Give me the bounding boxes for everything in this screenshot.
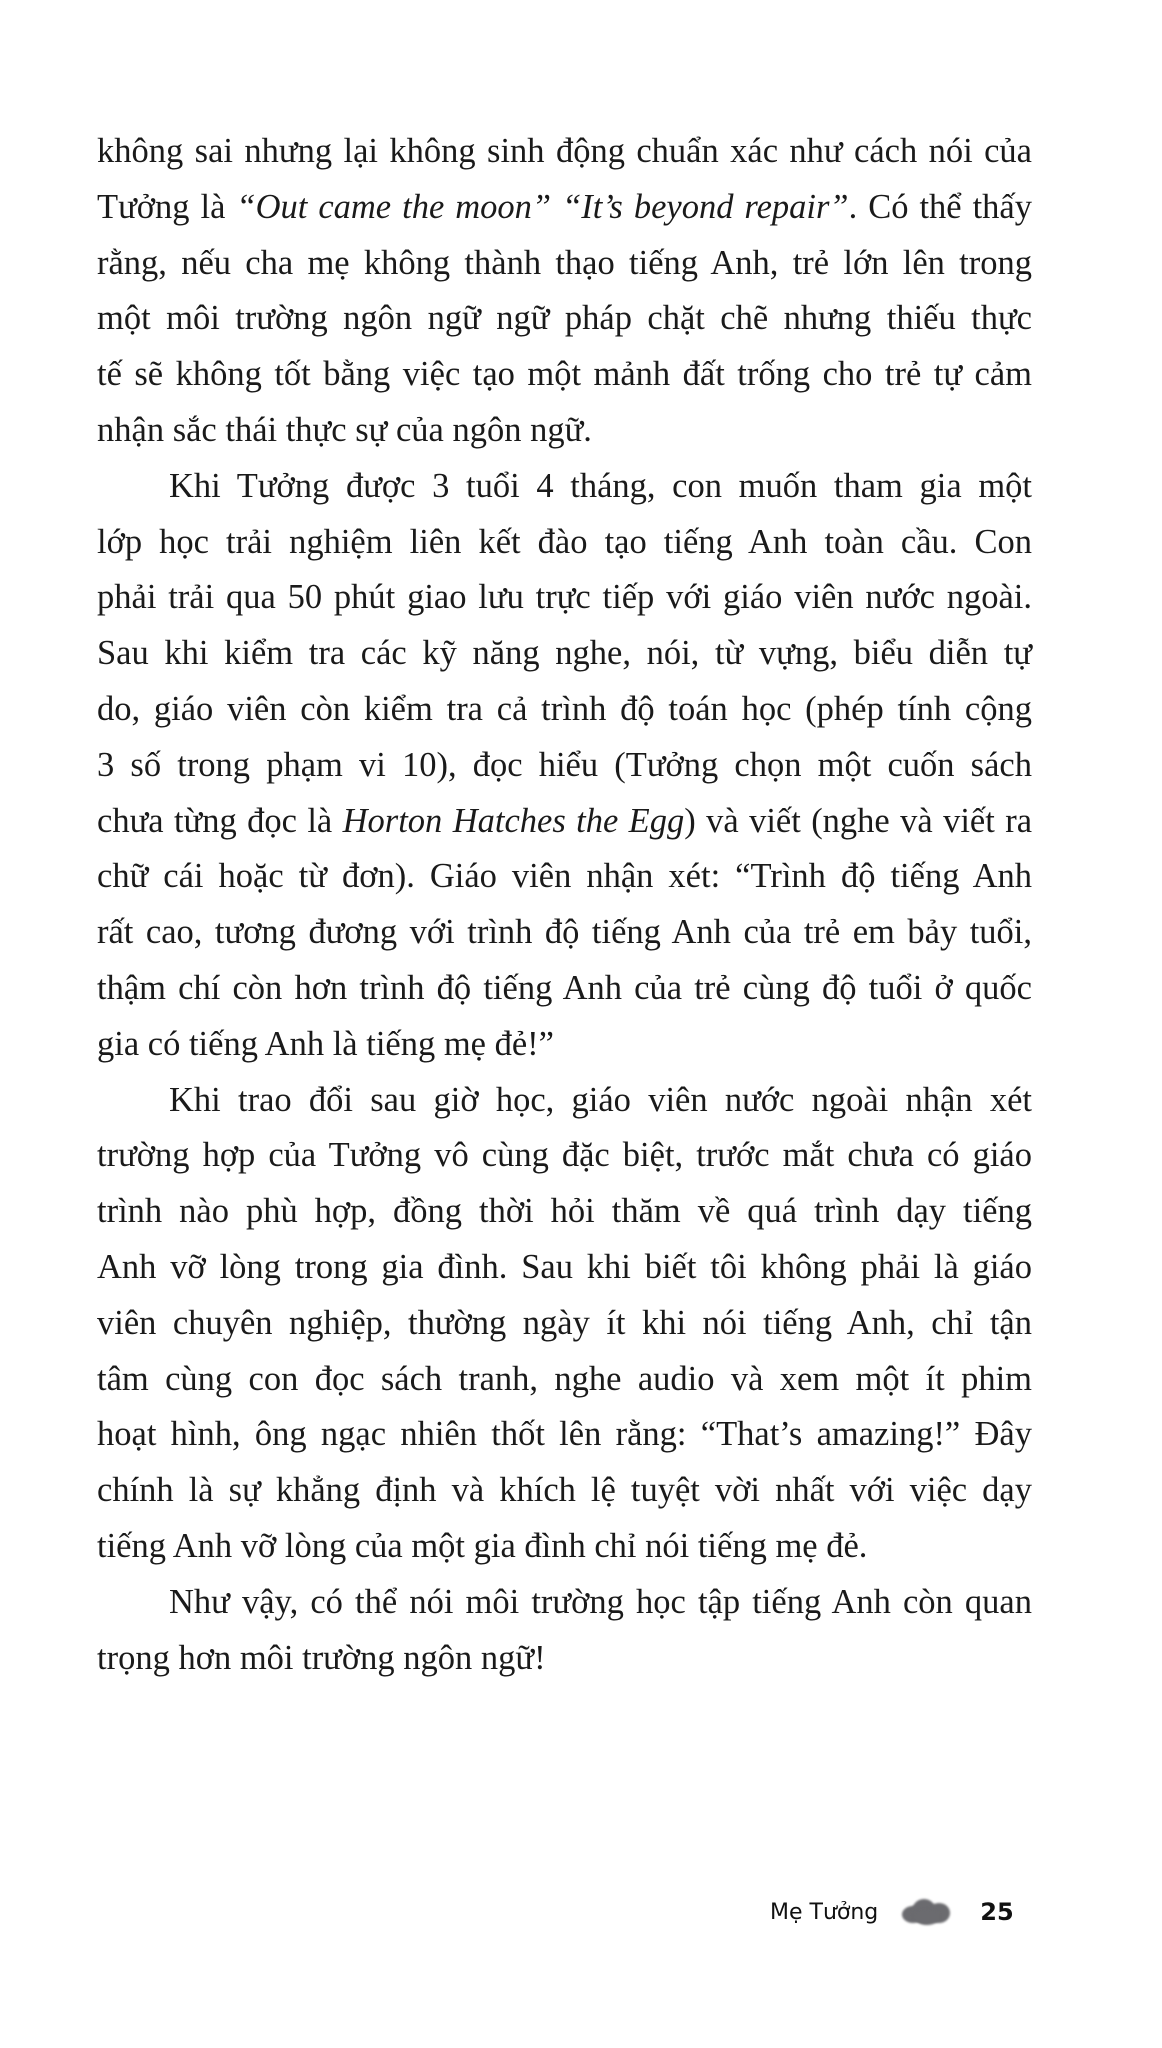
- text-line: [97, 626, 1032, 682]
- text-run: . Có thể thấy: [848, 187, 1032, 226]
- text-run: nhận sắc thái thực sự của ngôn ngữ.: [97, 410, 592, 449]
- page-body: [97, 124, 1032, 1686]
- text-line: [97, 1407, 1032, 1463]
- text-run: ) và viết (nghe và viết ra: [684, 801, 1033, 840]
- text-run: một môi trường ngôn ngữ ngữ pháp chặt chẽ nhưng thiếu thực: [97, 299, 1032, 338]
- text-run: trường hợp của Tưởng vô cùng đặc biệt, trước mắt chưa có giáo: [97, 1136, 1032, 1175]
- text-line: [97, 1017, 1032, 1073]
- text-run: Sau khi kiểm tra các kỹ năng nghe, nói, từ vựng, biểu diễn tự: [97, 634, 1032, 673]
- text-line: [97, 682, 1032, 738]
- text-line: [97, 738, 1032, 794]
- text-run: hoạt hình, ông ngạc nhiên thốt lên rằng: “That’s amazing!” Đây: [97, 1415, 1032, 1454]
- text-line: [97, 1184, 1032, 1240]
- text-line: [97, 291, 1032, 347]
- text-run: phải trải qua 50 phút giao lưu trực tiếp với giáo viên nước ngoài.: [97, 578, 1032, 617]
- text-run: Khi trao đổi sau giờ học, giáo viên nước ngoài nhận xét: [169, 1080, 1032, 1119]
- cloud-icon: [900, 1897, 952, 1927]
- text-line: [97, 124, 1032, 180]
- text-run: thậm chí còn hơn trình độ tiếng Anh của trẻ cùng độ tuổi ở quốc: [97, 968, 1032, 1007]
- text-line: [97, 403, 1032, 459]
- text-line: [97, 1128, 1032, 1184]
- italic-title: Horton Hatches the Egg: [342, 801, 685, 840]
- text-line: [97, 1575, 1032, 1631]
- text-run: tế sẽ không tốt bằng việc tạo một mảnh đất trống cho trẻ tự cảm: [97, 355, 1032, 394]
- text-line: [97, 849, 1032, 905]
- text-run: lớp học trải nghiệm liên kết đào tạo tiếng Anh toàn cầu. Con: [97, 522, 1032, 561]
- text-run: gia có tiếng Anh là tiếng mẹ đẻ!”: [97, 1024, 554, 1063]
- text-run: tâm cùng con đọc sách tranh, nghe audio và xem một ít phim: [97, 1359, 1032, 1398]
- text-run: chữ cái hoặc từ đơn). Giáo viên nhận xét: “Trình độ tiếng Anh: [97, 857, 1032, 896]
- text-run: rằng, nếu cha mẹ không thành thạo tiếng Anh, trẻ lớn lên trong: [97, 243, 1032, 282]
- paragraph: [97, 124, 1032, 459]
- text-line: [97, 961, 1032, 1017]
- text-line: [97, 1352, 1032, 1408]
- text-run: tiếng Anh vỡ lòng của một gia đình chỉ nói tiếng mẹ đẻ.: [97, 1526, 868, 1565]
- running-title: Mẹ Tưởng: [770, 1899, 879, 1925]
- text-line: [97, 1073, 1032, 1129]
- text-line: [97, 570, 1032, 626]
- text-run: trọng hơn môi trường ngôn ngữ!: [97, 1638, 546, 1677]
- text-run: 3 số trong phạm vi 10), đọc hiểu (Tưởng chọn một cuốn sách: [97, 745, 1032, 784]
- text-line: [97, 794, 1032, 850]
- text-line: [97, 515, 1032, 571]
- text-line: [97, 180, 1032, 236]
- text-run: Khi Tưởng được 3 tuổi 4 tháng, con muốn tham gia một: [169, 466, 1032, 505]
- text-line: [97, 1296, 1032, 1352]
- text-run: chính là sự khẳng định và khích lệ tuyệt vời nhất với việc dạy: [97, 1471, 1032, 1510]
- text-run: do, giáo viên còn kiểm tra cả trình độ toán học (phép tính cộng: [97, 689, 1032, 728]
- text-run: viên chuyên nghiệp, thường ngày ít khi nói tiếng Anh, chỉ tận: [97, 1303, 1032, 1342]
- text-run: Tưởng là: [97, 187, 237, 226]
- text-run: không sai nhưng lại không sinh động chuẩn xác như cách nói của: [97, 132, 1032, 170]
- text-run: Như vậy, có thể nói môi trường học tập tiếng Anh còn quan: [169, 1582, 1032, 1621]
- italic-title: “Out came the moon” “It’s beyond repair”: [236, 187, 849, 226]
- paragraph: [97, 1073, 1032, 1575]
- text-line: [97, 1631, 1032, 1687]
- text-run: rất cao, tương đương với trình độ tiếng Anh của trẻ em bảy tuổi,: [97, 913, 1032, 952]
- page-footer: [770, 1890, 1014, 1934]
- text-line: [97, 347, 1032, 403]
- text-run: trình nào phù hợp, đồng thời hỏi thăm về quá trình dạy tiếng: [97, 1192, 1032, 1231]
- text-run: Anh vỡ lòng trong gia đình. Sau khi biết tôi không phải là giáo: [97, 1247, 1032, 1286]
- text-line: [97, 1240, 1032, 1296]
- text-line: [97, 459, 1032, 515]
- text-run: chưa từng đọc là: [97, 801, 343, 840]
- text-line: [97, 1463, 1032, 1519]
- paragraph: [97, 1575, 1032, 1687]
- paragraph: [97, 459, 1032, 1073]
- page-number: 25: [980, 1898, 1014, 1926]
- text-line: [97, 236, 1032, 292]
- text-line: [97, 905, 1032, 961]
- text-line: [97, 1519, 1032, 1575]
